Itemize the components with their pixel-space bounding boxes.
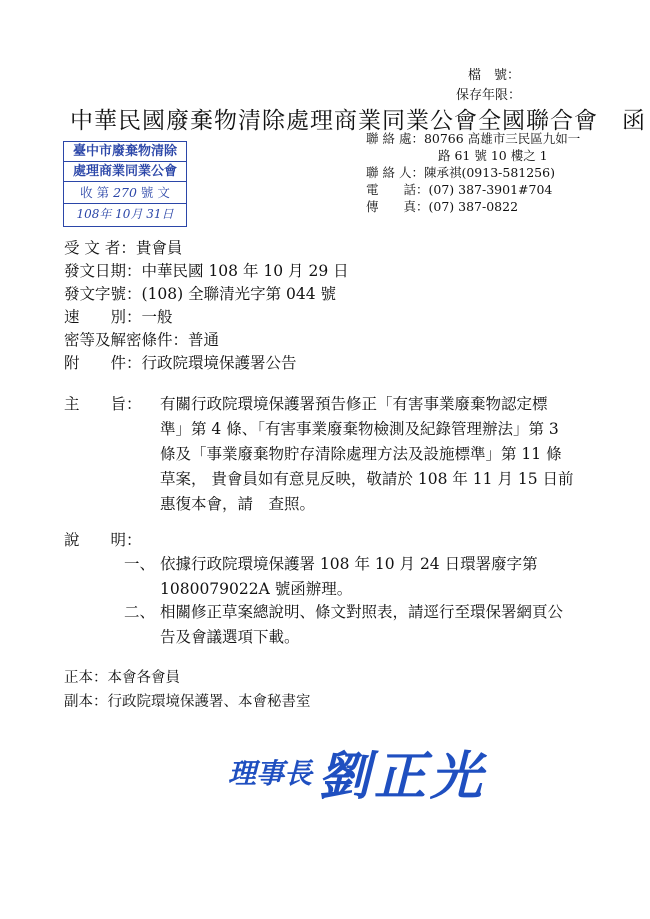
header-issue-date	[64, 259, 349, 281]
signature-name: 劉正光	[318, 746, 487, 807]
attachment-value: 行政院環境保護署公告	[141, 354, 297, 372]
subject-line: 準」第 4 條、「有害事業廢棄物檢測及紀錄管理辦法」第 3	[160, 420, 559, 438]
subject-line: 惠復本會，請 查照。	[160, 495, 316, 513]
classification-label: 密等及解密條件：	[64, 331, 189, 349]
doc-number-label: 發文字號：	[64, 285, 142, 303]
explanation-item-1	[160, 552, 538, 602]
address-line-2: 路 61 號 10 樓之 1	[438, 148, 548, 163]
address-line-1: 80766 高雄市三民區九如一	[423, 131, 581, 146]
header-attachment	[64, 351, 297, 373]
stamp-seq-label: 第	[96, 185, 110, 200]
stamp-wen: 文	[157, 185, 170, 200]
cc-recipients-value: 行政院環境保護署、本會秘書室	[107, 694, 311, 710]
issue-date-label: 發文日期：	[64, 262, 142, 280]
attachment-label: 附 件：	[64, 354, 142, 372]
cc-recipients-label: 副本：	[64, 694, 108, 710]
explanation-marker-2: 二、	[124, 603, 156, 621]
main-recipients-label: 正本：	[64, 670, 108, 686]
signature-title: 理事長	[228, 757, 313, 790]
fax-label: 傳 真：	[366, 199, 429, 214]
stamp-seq-number: 270	[113, 185, 137, 200]
stamp-received-date: 108年 10月 31日	[76, 207, 174, 221]
subject-line: 條及「事業廢棄物貯存清除處理方法及設施標準」第 11 條	[160, 445, 562, 463]
speed-label: 速 別：	[64, 308, 142, 326]
explanation-label: 說 明：	[64, 531, 142, 549]
contact-person-label: 聯 絡 人：	[366, 165, 424, 180]
received-stamp	[63, 141, 187, 227]
doc-number-value: (108) 全聯清光字第 044 號	[141, 285, 337, 303]
retention-period-label: 保存年限：	[456, 88, 522, 103]
issue-date-value: 中華民國 108 年 10 月 29 日	[141, 262, 349, 280]
explanation-line: 告及會議選項下載。	[160, 628, 300, 646]
recipient-label: 受 文 者：	[64, 239, 136, 257]
stamp-recv: 收	[80, 185, 93, 200]
speed-value: 一般	[141, 308, 173, 326]
explanation-line: 相關修正草案總說明、條文對照表，請逕行至環保署網頁公	[160, 603, 564, 621]
address-label: 聯 絡 處：	[366, 131, 424, 146]
main-recipients-value: 本會各會員	[107, 670, 180, 686]
subject-text	[160, 392, 574, 517]
file-number-label: 檔 號：	[468, 68, 521, 83]
stamp-org-line-2: 處理商業同業公會	[64, 162, 186, 182]
main-recipients	[64, 666, 180, 687]
phone-label: 電 話：	[366, 182, 429, 197]
recipient-value: 貴會員	[135, 239, 183, 257]
explanation-line: 1080079022A 號函辦理。	[160, 580, 353, 598]
header-doc-number	[64, 282, 336, 304]
explanation-line: 依據行政院環境保護署 108 年 10 月 24 日環署廢字第	[160, 555, 538, 573]
header-recipient	[64, 236, 182, 258]
phone-number: (07) 387-3901#704	[428, 182, 553, 197]
explanation-marker-1: 一、	[124, 555, 156, 573]
cc-recipients	[64, 690, 311, 711]
subject-line: 有關行政院環境保護署預告修正「有害事業廢棄物認定標	[160, 395, 548, 413]
explanation-item-2	[160, 600, 563, 650]
stamp-hao: 號	[140, 185, 154, 200]
classification-value: 普通	[188, 331, 220, 349]
header-speed	[64, 305, 173, 327]
subject-line: 草案， 貴會員如有意見反映，敬請於 108 年 11 月 15 日前	[160, 470, 574, 488]
header-classification	[64, 328, 219, 350]
document-title: 中華民國廢棄物清除處理商業同業公會全國聯合會 函	[70, 108, 646, 134]
contact-person: 陳承祺(0913-581256)	[423, 165, 555, 180]
stamp-receipt-number	[64, 182, 186, 204]
stamp-org-line-1: 臺中市廢棄物清除	[64, 142, 186, 162]
subject-label: 主 旨：	[64, 395, 142, 413]
fax-number: (07) 387-0822	[428, 199, 519, 214]
